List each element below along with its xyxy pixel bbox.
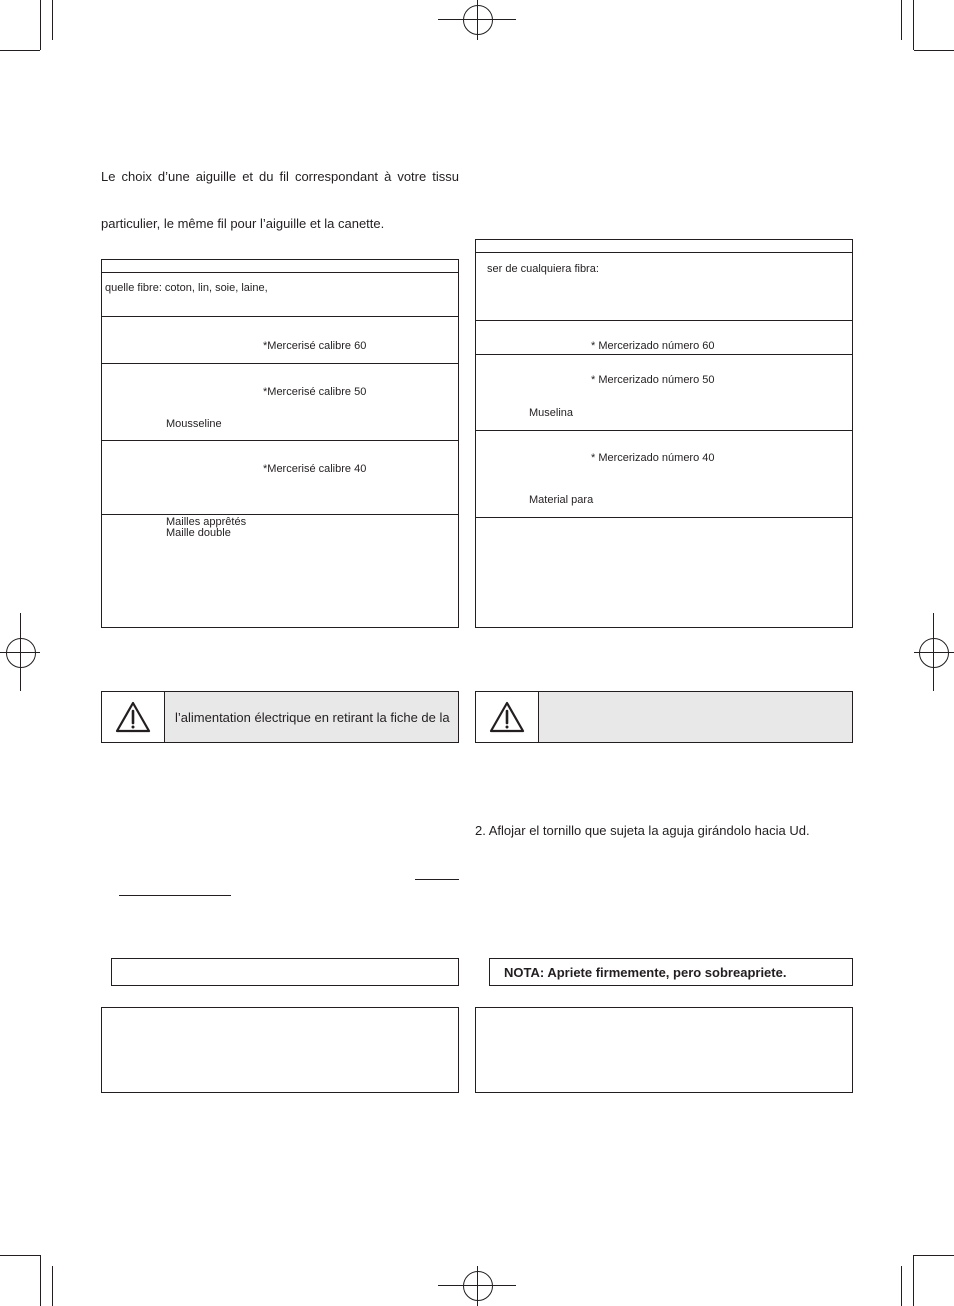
thread-size-50: *Mercerisé calibre 50 (263, 386, 367, 398)
french-illustration-box (101, 1007, 459, 1093)
french-note-box (111, 958, 459, 986)
thread-size-60: * Mercerizado número 60 (591, 340, 715, 352)
underline-rule (119, 895, 231, 896)
underline-rule (415, 879, 459, 880)
warning-text (539, 692, 852, 742)
spanish-warning-box (475, 691, 853, 743)
french-warning-box (101, 691, 459, 743)
french-needle-thread-table (101, 259, 459, 628)
french-intro-line1: Le choix d’une aiguille et du fil correspondant à votre tissu (101, 169, 459, 184)
warning-triangle-icon (102, 692, 165, 742)
thread-size-40: *Mercerisé calibre 40 (263, 463, 367, 475)
fabric-mailles-appretes: Mailles apprêtés (166, 516, 247, 528)
spanish-needle-thread-table (475, 239, 853, 628)
table-row-fibra: ser de cualquiera fibra: (487, 263, 599, 275)
fabric-material-para: Material para (529, 494, 594, 506)
table-row-fibre: quelle fibre: coton, lin, soie, laine, (105, 282, 268, 294)
fabric-muselina: Muselina (529, 407, 574, 419)
spanish-step-2: 2. Aflojar el tornillo que sujeta la aguja girándolo hacia Ud. (475, 823, 810, 838)
spanish-note-box: NOTA: Apriete firmemente, pero sobreapriete. (489, 958, 853, 986)
thread-size-60: *Mercerisé calibre 60 (263, 340, 367, 352)
french-intro-line2: particulier, le même fil pour l’aiguille et la canette. (101, 216, 385, 231)
warning-text: l’alimentation électrique en retirant la fiche de la (165, 692, 458, 742)
thread-size-50: * Mercerizado número 50 (591, 374, 715, 386)
spanish-illustration-box (475, 1007, 853, 1093)
warning-triangle-icon (476, 692, 539, 742)
thread-size-40: * Mercerizado número 40 (591, 452, 715, 464)
fabric-mousseline: Mousseline (166, 418, 222, 430)
fabric-maille-double: Maille double (166, 527, 231, 539)
